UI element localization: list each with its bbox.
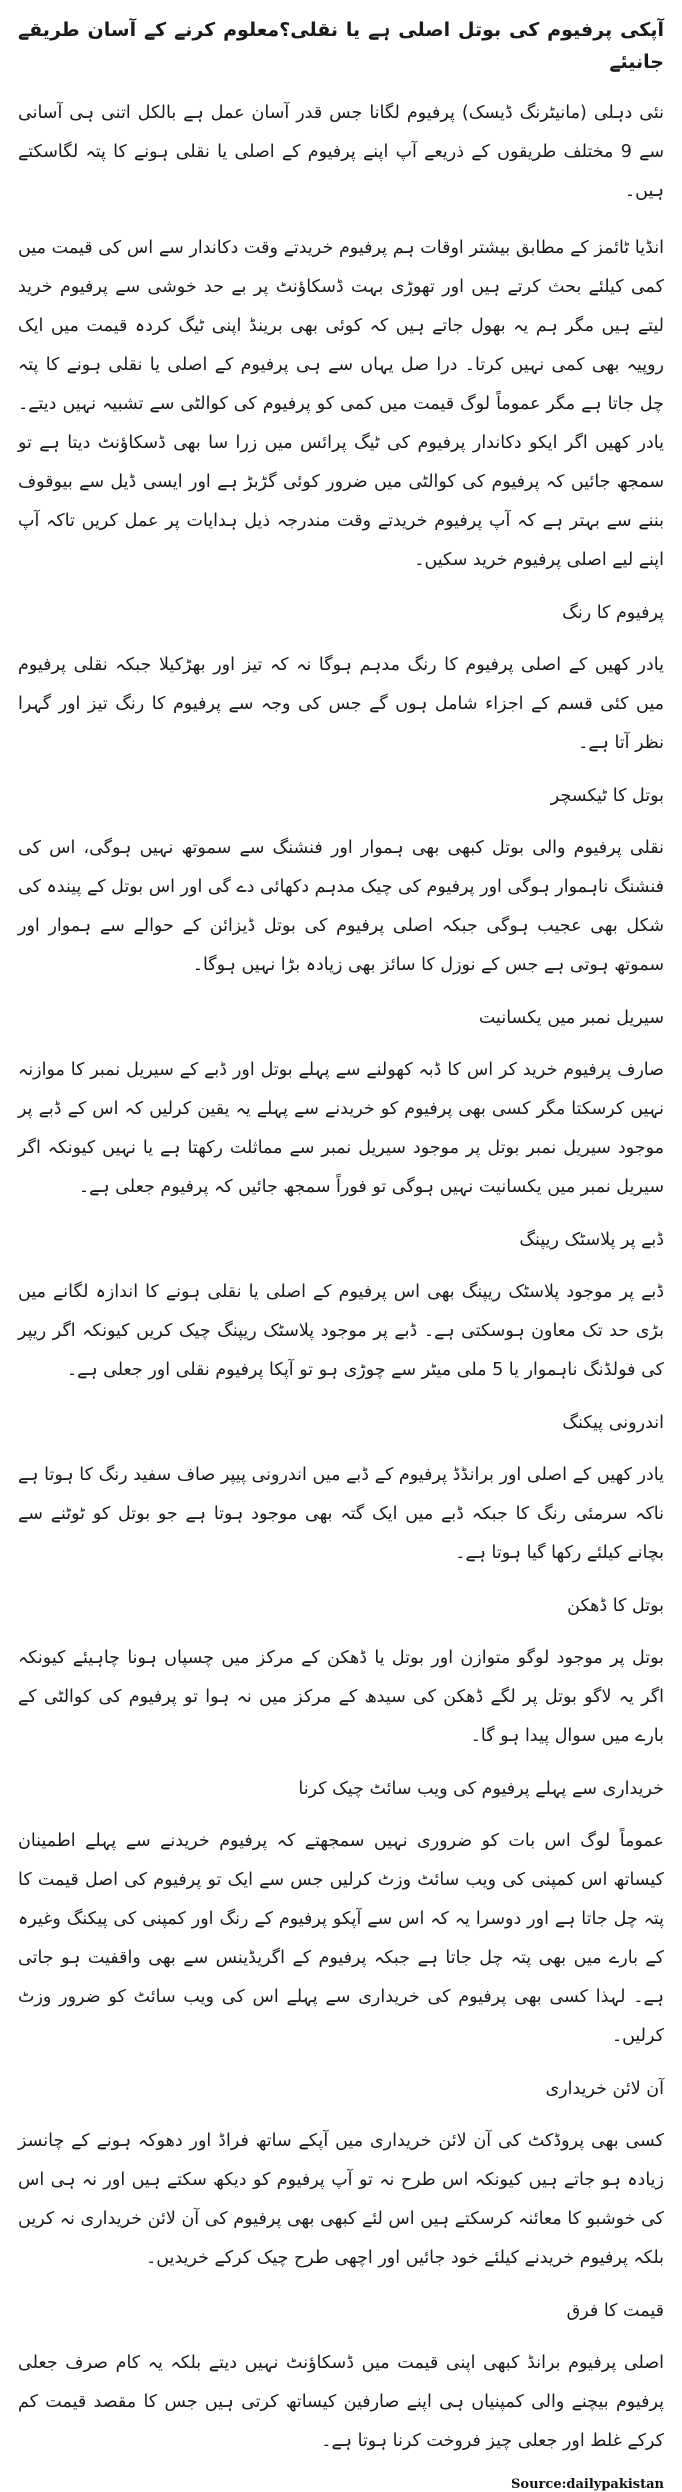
section-heading-online-shopping: آن لائن خریداری xyxy=(545,2079,664,2099)
section-heading-plastic-wrapping: ڈبے پر پلاسٹک ریپنگ xyxy=(519,1230,664,1250)
section-text-bottle-cap: بوتل پر موجود لوگو متوازن اور بوتل یا ڈھکن کے مرکز میں چسپاں ہونا چاہیئے کیونکہ اگر یہ لاگو بوتل پر لگے ڈھکن کی سیدھ کے مرکز میں نہ ہوا تو پرفیوم کی کوالٹی کے بارے میں سوال پیدا ہو گا۔ xyxy=(18,1648,664,1746)
section-heading-color: پرفیوم کا رنگ xyxy=(562,603,664,623)
source-credit: Source:dailypakistan xyxy=(511,2477,664,2492)
section-heading-inner-packing: اندرونی پیکنگ xyxy=(562,1413,664,1433)
section-text-inner-packing: یادر کھیں کے اصلی اور برانڈڈ پرفیوم کے ڈبے میں اندرونی پیپر صاف سفید رنگ کا ہوتا ہے ناکہ سرمئی رنگ کا جبکہ ڈبے میں ایک گتہ بھی موجود ہوتا ہے جو بوتل کو ٹوٹنے سے بچانے کیلئے رکھا گیا ہوتا ہے۔ xyxy=(18,1465,664,1563)
section-text-color: یادر کھیں کے اصلی پرفیوم کا رنگ مدہم ہوگا نہ کہ تیز اور بھڑکیلا جبکہ نقلی پرفیوم میں کئی قسم کے اجزاء شامل ہوں گے جس کی وجہ سے پرفیوم کا رنگ تیز اور گہرا نظر آتا ہے۔ xyxy=(18,655,664,753)
section-text-bottle-texture: نقلی پرفیوم والی بوتل کبھی بھی ہموار اور فنشنگ سے سموتھ نہیں ہوگی، اس کی فنشنگ ناہموار ہوگی اور پرفیوم کی چیک مدہم دکھائی دے گی اور اس بوتل کے پیندہ کی شکل بھی عجیب ہوگی جبکہ اصلی پرفیوم کی بوتل ڈیزائن کے حوالے سے ہموار اور سموتھ ہوتی ہے جس کے نوزل کا سائز بھی زیادہ بڑا نہیں ہوگا۔ xyxy=(18,838,664,975)
section-heading-bottle-cap: بوتل کا ڈھکن xyxy=(567,1596,664,1616)
section-heading-bottle-texture: بوتل کا ٹیکسچر xyxy=(550,786,664,806)
section-text-plastic-wrapping: ڈبے پر موجود پلاسٹک ریپنگ بھی اس پرفیوم کے اصلی یا نقلی ہونے کا اندازہ لگانے میں بڑی حد تک معاون ہوسکتی ہے۔ ڈبے پر موجود پلاسٹک ریپنگ چیک کریں کیونکہ اگر ریپر کی فولڈنگ ناہموار یا 5 ملی میٹر سے چوڑی ہو تو آپکا پرفیوم نقلی اور جعلی ہے۔ xyxy=(18,1282,664,1380)
section-heading-price-difference: قیمت کا فرق xyxy=(566,2301,664,2321)
section-text-serial-number: صارف پرفیوم خرید کر اس کا ڈبہ کھولنے سے پہلے بوتل اور ڈبے کے سیریل نمبر کا موازنہ نہیں کرسکتا مگر کسی بھی پرفیوم کو خریدنے سے پہلے یہ یقین کرلیں کہ اس کے ڈبے پر موجود سیریل نمبر بوتل پر موجود سیریل نمبر سے مماثلت رکھتا ہے یا نہیں کیونکہ اگر سیریل نمبر میں یکسانیت نہیں ہوگی تو فوراً سمجھ جائیں کہ پرفیوم جعلی ہے۔ xyxy=(18,1060,664,1197)
article-title: آپکی پرفیوم کی بوتل اصلی ہے یا نقلی؟معلوم کرنے کے آسان طریقے جانیئے xyxy=(18,19,664,73)
section-heading-check-website: خریداری سے پہلے پرفیوم کی ویب سائٹ چیک کرنا xyxy=(298,1779,664,1799)
section-text-online-shopping: کسی بھی پروڈکٹ کی آن لائن خریداری میں آپکے ساتھ فراڈ اور دھوکہ ہونے کے چانسز زیادہ ہو جاتے ہیں کیونکہ اس طرح نہ تو آپ پرفیوم کو دیکھ سکتے ہیں اور نہ ہی اس کی خوشبو کا معائنہ کرسکتے ہیں اس لئے کبھی بھی پرفیوم کی آن لائن خریداری نہ کریں بلکہ پرفیوم خریدنے کیلئے خود جائیں اور اچھی طرح چیک کرکے خریدیں۔ xyxy=(18,2131,664,2268)
section-text-check-website: عموماً لوگ اس بات کو ضروری نہیں سمجھتے کہ پرفیوم خریدنے سے پہلے اطمینان کیساتھ اس کمپنی کی ویب سائٹ وزٹ کرلیں جس سے ایک تو پرفیوم کی اصل قیمت کا پتہ چل جاتا ہے اور دوسرا یہ کہ اس سے آپکو پرفیوم کے رنگ اور کمپنی کی پیکنگ وغیرہ کے بارے میں بھی پتہ چل جاتا ہے جبکہ پرفیوم کے اگریڈینس سے بھی واقفیت ہو جاتی ہے۔ لہذا کسی بھی پرفیوم کی خریداری سے پہلے اس کی ویب سائٹ کو ضرور وزٹ کرلیں۔ xyxy=(18,1831,664,2046)
section-heading-serial-number: سیریل نمبر میں یکسانیت xyxy=(478,1008,664,1028)
article-intro: نئی دہلی (مانیٹرنگ ڈیسک) پرفیوم لگانا جس قدر آسان عمل ہے بالکل اتنی ہی آسانی سے 9 مختلف طریقوں کے ذریعے آپ اپنے پرفیوم کے اصلی یا نقلی ہونے کا پتہ لگاسکتے ہیں۔ xyxy=(18,103,665,201)
section-text-price-difference: اصلی پرفیوم برانڈ کبھی اپنی قیمت میں ڈسکاؤنٹ نہیں دیتے بلکہ یہ کام صرف جعلی پرفیوم بیچنے والی کمپنیاں ہی اپنے صارفین کیساتھ کرتی ہیں جس کا مقصد قیمت کم کرکے غلط اور جعلی چیز فروخت کرنا ہوتا ہے۔ xyxy=(18,2353,664,2451)
section-overview-text: انڈیا ٹائمز کے مطابق بیشتر اوقات ہم پرفیوم خریدتے وقت دکاندار سے اس کی قیمت میں کمی کیلئے بحث کرتے ہیں اور تھوڑی بہت ڈسکاؤنٹ پر بے حد خوشی سے پرفیوم خرید لیتے ہیں مگر ہم یہ بھول جاتے ہیں کہ کوئی بھی برینڈ اپنی ٹیگ کردہ قیمت میں ایک روپیہ بھی کمی نہیں کرتا۔ درا صل یہاں سے ہی پرفیوم کے اصلی یا نقلی ہونے کا پتہ چل جاتا ہے مگر عموماً لوگ قیمت میں کمی کو پرفیوم کی کوالٹی سے تشبیہ نہیں دیتے۔ یادر کھیں اگر ایکو دکاندار پرفیوم کی ٹیگ پرائس میں زرا سا بھی ڈسکاؤنٹ دیتا ہے تو سمجھ جائیں کہ پرفیوم کی کوالٹی میں ضرور کوئی گڑبڑ ہے اور ایسی ڈیل سے بیوقوف بننے سے بہتر ہے کہ آپ پرفیوم خریدتے وقت مندرجہ ذیل ہدایات پر عمل کریں تاکہ آپ اپنے لیے اصلی پرفیوم خرید سکیں۔ xyxy=(18,238,664,570)
